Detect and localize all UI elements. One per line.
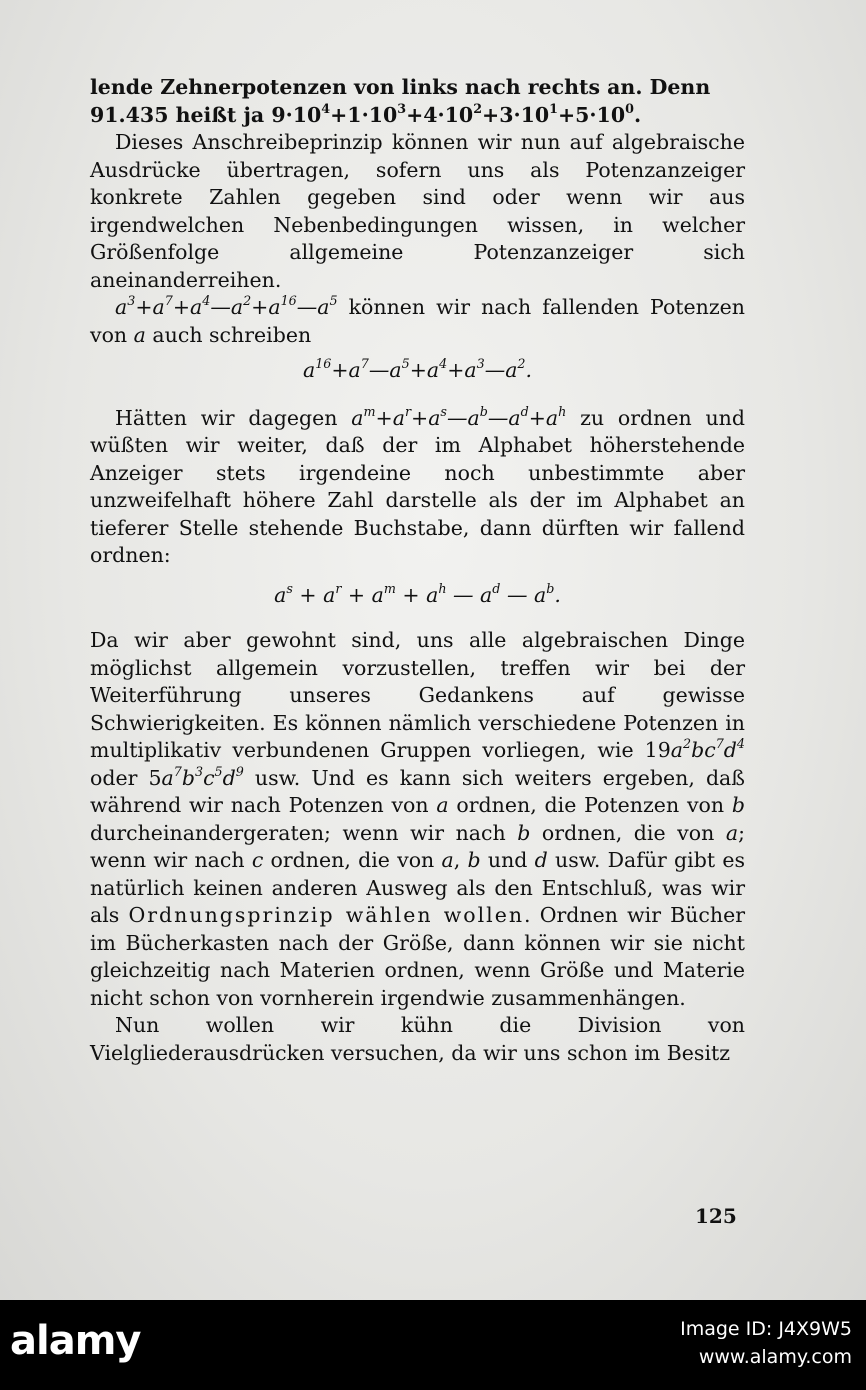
paragraph-4-c: usw. Und es kann sich weiters ergeben, daß während wir nach Potenzen von [90, 765, 745, 817]
paragraph-4-f: ordnen, die von [530, 820, 726, 845]
exponent: 3 [397, 100, 407, 116]
paragraph-4-e: durcheinandergeraten; wenn wir nach [90, 820, 518, 845]
variable: a [133, 322, 146, 347]
exponent: 0 [625, 100, 634, 116]
paragraph-4-g: ; wenn wir nach [90, 820, 745, 872]
paragraph-4-k: usw. Dafür gibt es natürlich keinen anderen Ausweg als den Entschluß, was wir als [90, 848, 745, 927]
text-line-2d: +3·10 [482, 102, 550, 127]
paragraph-5: Nun wollen wir kühn die Division von Vielgliederausdrücken versuchen, da wir uns schon im Besitz [90, 1013, 745, 1065]
text-line-2a: 91.435 heißt ja 9·10 [90, 102, 322, 127]
paragraph-4-i: , [453, 848, 468, 872]
formula-1: $a^{16}+a^7—a^5+a^4+a^3—a^2$. [302, 356, 533, 382]
paragraph-4-b: oder 5 [90, 765, 162, 790]
formula-inline: $a^7b^3c^5d^9$ [161, 763, 244, 790]
variable: a [436, 793, 449, 817]
formula-inline: $a^2bc^7d^4$ [670, 736, 745, 762]
variable: a [725, 820, 739, 845]
page-number: 125 [695, 1204, 737, 1228]
text-line [90, 74, 745, 102]
alamy-logo: alamy [10, 1318, 141, 1364]
text-line-2b: +1·10 [330, 102, 398, 127]
text-line-2f: . [633, 102, 642, 127]
variable: a [441, 848, 454, 872]
paragraph-4-j: und [480, 848, 535, 872]
text-line-2e: +5·10 [557, 102, 626, 127]
text-line-2c: +4·10 [406, 102, 474, 127]
variable: b [467, 848, 481, 872]
alamy-url: www.alamy.com [698, 1346, 852, 1368]
paragraph-4-a: Da wir aber gewohnt sind, uns alle algebraischen Dinge möglichst allgemein vorzustellen, treffen wir bei der Weiterführung unseres Gedankens auf gewisse Schwierigkeiten. Es können nämlich verschiedene Potenzen in multiplikativ verbundenen Gruppen vorliegen, wie 19 [90, 628, 745, 762]
spaced-emphasis: Ordnungsprinzip wählen wollen [128, 903, 525, 927]
text-line [90, 102, 745, 130]
paragraph-2-text: können wir nach fallenden Potenzen von [90, 295, 745, 347]
paragraph-4-l: . Ordnen wir Bücher im Bücherkasten nach der Größe, dann können wir sie nicht gleichzeitig nach Materien ordnen, wenn Größe und Materie nicht schon von vornherein irgendwie zusammenhängen. [90, 903, 746, 1010]
variable: b [731, 793, 745, 817]
paragraph-4 [90, 627, 745, 1012]
formula-inline: $a^m+a^r+a^s—a^b—a^d+a^h$ [351, 403, 567, 430]
variable: d [534, 848, 548, 872]
page-text [90, 74, 745, 1067]
paragraph-2-end: auch schreiben [145, 322, 312, 347]
paragraph-1: Dieses Anschreibeprinzip können wir nun auf algebraische Ausdrücke übertragen, sofern uns als Potenzanzeiger konkrete Zahlen gegeben sind oder wenn wir aus irgendwelchen Nebenbedingungen wissen, in welcher Größenfolge allgemeine Potenzanzeiger sich aneinanderreihen. [90, 130, 745, 292]
variable: c [251, 848, 264, 872]
paragraph-3 [90, 405, 745, 570]
paragraph-3-rest: zu ordnen und wüßten wir weiter, daß der im Alphabet höherstehende Anzeiger stets irgendeine noch unbestimmte aber unzweifelhaft höhere Zahl darstelle als der im Alphabet an tieferer Stelle stehende Buchstabe, dann dürften wir fallend ordnen: [90, 405, 746, 567]
image-id: Image ID: J4X9W5 [680, 1318, 852, 1340]
formula-inline: $a^3+a^7+a^4—a^2+a^{16}—a^5$ [115, 293, 338, 319]
exponent: 1 [549, 100, 558, 116]
text-line-1: lende Zehnerpotenzen von links nach rechts an. Denn [90, 75, 711, 99]
paragraph-4-h: ordnen, die von [263, 848, 442, 872]
paragraph-3-start: Hätten wir dagegen [115, 405, 352, 430]
paragraph-2 [90, 294, 745, 349]
formula-2: $a^s + a^r + a^m + a^h$ — $a^d$ — $a^b$. [274, 580, 561, 607]
paragraph-4-d: ordnen, die Potenzen von [448, 793, 732, 817]
exponent: 4 [321, 100, 331, 116]
exponent: 2 [473, 100, 483, 116]
variable: b [517, 820, 531, 845]
